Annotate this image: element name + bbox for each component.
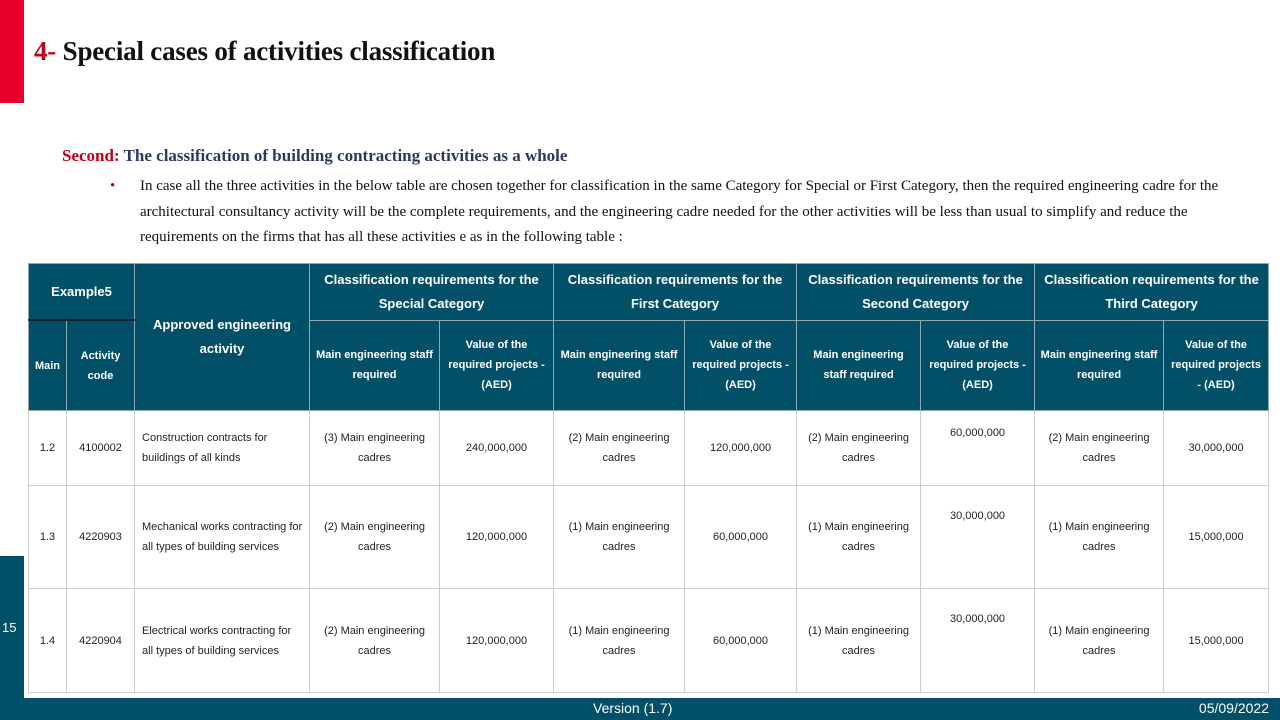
special-value-cell: 240,000,000 bbox=[440, 411, 554, 486]
second-value-header: Value of the required projects - (AED) bbox=[921, 320, 1035, 411]
third-staff-cell: (1) Main engineering cadres bbox=[1035, 486, 1164, 589]
second-staff-cell: (1) Main engineering cadres bbox=[797, 589, 921, 693]
special-value-header: Value of the required projects - (AED) bbox=[440, 320, 554, 411]
example-label: Example5 bbox=[29, 264, 135, 321]
code-cell: 4220904 bbox=[67, 589, 135, 693]
second-value-cell: 30,000,000 bbox=[921, 486, 1035, 589]
second-staff-header: Main engineering staff required bbox=[797, 320, 921, 411]
page-number-tab bbox=[0, 556, 24, 720]
category-header-first: Classification requirements for the First Category bbox=[554, 264, 797, 321]
date-label: 05/09/2022 bbox=[1198, 700, 1269, 716]
bullet-icon: • bbox=[110, 178, 116, 194]
page-number: 15 bbox=[2, 620, 17, 635]
special-value-cell: 120,000,000 bbox=[440, 589, 554, 693]
accent-bar bbox=[0, 0, 24, 103]
slide-title bbox=[34, 36, 495, 67]
code-cell: 4100002 bbox=[67, 411, 135, 486]
category-header-second: Classification requirements for the Second Category bbox=[797, 264, 1035, 321]
footer-bar bbox=[0, 698, 1280, 720]
special-staff-cell: (2) Main engineering cadres bbox=[310, 589, 440, 693]
special-staff-header: Main engineering staff required bbox=[310, 320, 440, 411]
second-staff-cell: (1) Main engineering cadres bbox=[797, 486, 921, 589]
title-text: Special cases of activities classification bbox=[56, 36, 496, 66]
first-staff-cell: (1) Main engineering cadres bbox=[554, 486, 685, 589]
third-value-cell: 15,000,000 bbox=[1164, 486, 1269, 589]
section-heading bbox=[62, 146, 567, 166]
first-value-cell: 60,000,000 bbox=[685, 486, 797, 589]
header-row-categories bbox=[29, 264, 1269, 321]
second-value-cell: 30,000,000 bbox=[921, 589, 1035, 693]
first-value-cell: 120,000,000 bbox=[685, 411, 797, 486]
section-lead: Second: bbox=[62, 146, 120, 165]
first-staff-cell: (1) Main engineering cadres bbox=[554, 589, 685, 693]
first-value-header: Value of the required projects - (AED) bbox=[685, 320, 797, 411]
main-cell: 1.2 bbox=[29, 411, 67, 486]
third-staff-cell: (1) Main engineering cadres bbox=[1035, 589, 1164, 693]
table-row bbox=[29, 486, 1269, 589]
title-number: 4- bbox=[34, 36, 57, 66]
first-value-cell: 60,000,000 bbox=[685, 589, 797, 693]
approved-activity-header: Approved engineering activity bbox=[135, 264, 310, 411]
activity-cell: Mechanical works contracting for all types of building services bbox=[135, 486, 310, 589]
classification-table bbox=[28, 263, 1269, 693]
main-cell: 1.3 bbox=[29, 486, 67, 589]
first-staff-cell: (2) Main engineering cadres bbox=[554, 411, 685, 486]
third-value-cell: 30,000,000 bbox=[1164, 411, 1269, 486]
second-value-cell: 60,000,000 bbox=[921, 411, 1035, 486]
code-cell: 4220903 bbox=[67, 486, 135, 589]
special-value-cell: 120,000,000 bbox=[440, 486, 554, 589]
activity-cell: Construction contracts for buildings of all kinds bbox=[135, 411, 310, 486]
third-value-cell: 15,000,000 bbox=[1164, 589, 1269, 693]
category-header-special: Classification requirements for the Special Category bbox=[310, 264, 554, 321]
activity-cell: Electrical works contracting for all types of building services bbox=[135, 589, 310, 693]
special-staff-cell: (3) Main engineering cadres bbox=[310, 411, 440, 486]
activity-code-header: Activity code bbox=[67, 320, 135, 411]
first-staff-header: Main engineering staff required bbox=[554, 320, 685, 411]
second-staff-cell: (2) Main engineering cadres bbox=[797, 411, 921, 486]
version-label: Version (1.7) bbox=[593, 700, 673, 716]
third-value-header: Value of the required projects - (AED) bbox=[1164, 320, 1269, 411]
main-header: Main bbox=[29, 320, 67, 411]
main-cell: 1.4 bbox=[29, 589, 67, 693]
section-text: The classification of building contracting activities as a whole bbox=[119, 146, 568, 165]
special-staff-cell: (2) Main engineering cadres bbox=[310, 486, 440, 589]
bullet-text: In case all the three activities in the below table are chosen together for classification in the same Category for Special or First Category, then the required engineering cadre for the architectural consultancy activity will be the complete requirements, and the engineering cadre needed for the other activities will be less than usual to simplify and reduce the requirements on the firms that has all these activities e as in the following table : bbox=[140, 178, 1219, 245]
third-staff-cell: (2) Main engineering cadres bbox=[1035, 411, 1164, 486]
third-staff-header: Main engineering staff required bbox=[1035, 320, 1164, 411]
category-header-third: Classification requirements for the Third Category bbox=[1035, 264, 1269, 321]
table-row bbox=[29, 411, 1269, 486]
table-row bbox=[29, 589, 1269, 693]
bullet-paragraph bbox=[110, 174, 1220, 251]
